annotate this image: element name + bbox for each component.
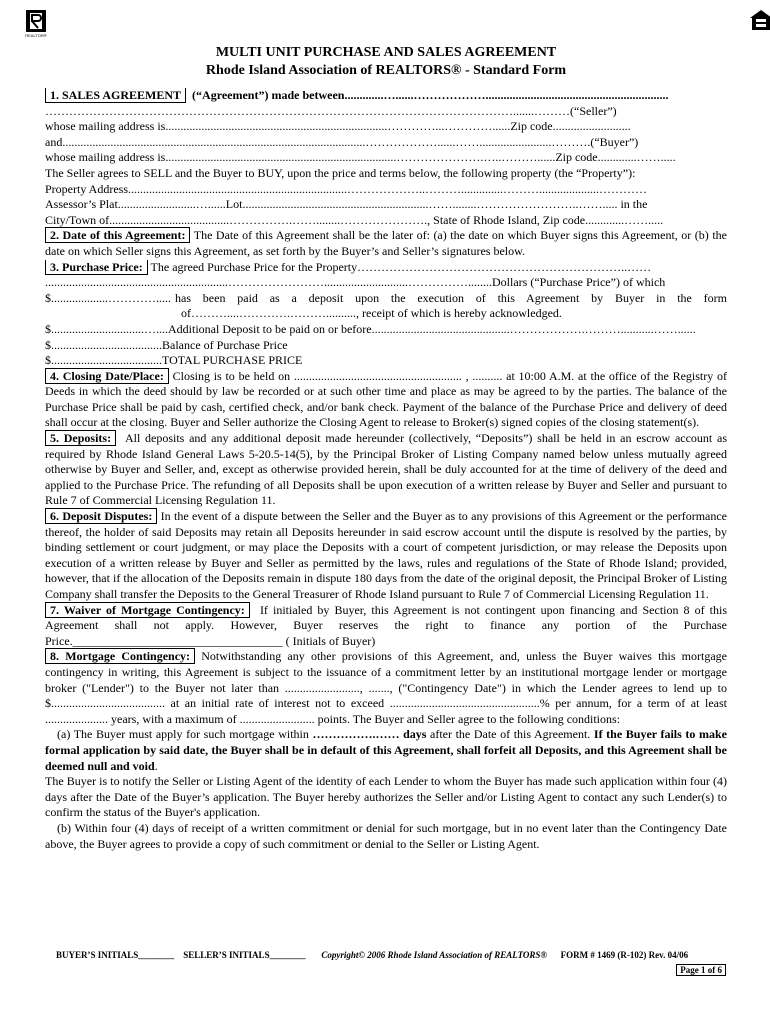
section-8-notify: The Buyer is to notify the Seller or Listing Agent of the identity of each Lender to whom the Buyer has made such application within four (4) days after the Date of the Buyer’s application. The Buyer hereby authorizes the Seller and/or Listing Agent to contact any such Lender(s) to confirm the status of the Buyer's application. — [45, 774, 727, 820]
section-8a-bold: If the Buyer fails to make formal application by said date, the Buyer shall be in default of this Agreement, shall forfeit all Deposits, and this Agreement shall be deemed null and void — [45, 727, 728, 773]
property-address-field[interactable]: Property Address.........................................................................………………..………..............………....................………… — [45, 181, 647, 196]
section-6-text: In the event of a dispute between the Seller and the Buyer as to any provisions of this Agreement or the performance thereof, the holder of said Deposits may retain all Deposits hereunder in said escrow account until the dispute is resolved by the parties, by binding settlement or court judgment, or may place the Deposits with a court of competent jurisdiction, or may release the Deposits upon execution of a written release by Buyer and Seller as permitted by the laws, rules and regulations of the State of Rhode Island; provided, however, that if the allocation of the Deposits remain in dispute 180 days from the date of the original deposit, the Principal Broker of Listing Company shall transfer the Deposits to the General Treasurer of Rhode Island pursuant to Rule 7 of Commercial Licensing Regulation 11. — [45, 509, 727, 601]
section-7-heading: 7. Waiver of Mortgage Contingency: — [45, 602, 250, 618]
balance-field[interactable]: $.....................................Balance of Purchase Price — [45, 337, 288, 352]
section-5 — [45, 431, 727, 509]
page-number: Page 1 of 6 — [676, 964, 726, 976]
form-header — [45, 44, 727, 80]
agreement-statement: The Seller agrees to SELL and the Buyer to BUY, upon the price and terms below, the following property (the “Property”): — [45, 165, 636, 180]
section-5-text: All deposits and any additional deposit made hereunder (collectively, “Deposits”) shall be held in an escrow account as required by Rhode Island General Laws 5-20.5-14(5), by the Principal Broker of Listing Company named below unless mutually agreed otherwise by Buyer and Seller, and, except as otherwise provided herein, shall be duly accounted for at the time of delivery of the deed and applied to the Purchase Price. The refunding of all Deposits shall be upon execution of a written release by Buyer and Seller and pursuant to Rule 7 of Commercial Licensing Regulation 11. — [45, 431, 728, 508]
section-4-heading: 4. Closing Date/Place: — [45, 368, 169, 384]
section-8 — [45, 649, 727, 727]
seller-field[interactable]: ……………………………………………………………………………………………………….......………(“Seller”) — [45, 103, 617, 118]
realtor-logo-icon — [22, 8, 52, 38]
total-price-field[interactable]: $.....................................TOTAL PURCHASE PRICE — [45, 353, 303, 368]
equal-housing-icon — [748, 8, 770, 32]
deposit-line — [45, 291, 727, 307]
section-4-text: Closing is to be held on ........................................................ , .......... at 10:00 A.M. at the office of the Registry of Deeds in which the deed should by law be recorded or at such other time and place as may be agreed to by the parties. The balance of the Purchase Price shall be paid by cash, certified check, and/or bank check. Payment of the balance of the Purchase Price and delivery of deed shall occur at the closing. Buyer and Seller authorize the Closing Agent to release to Broker(s) signed copies of the closing statement(s). — [45, 368, 728, 430]
deposit-amount-field[interactable]: $...................…………..... — [45, 290, 171, 305]
form-subtitle: Rhode Island Association of REALTORS® - Standard Form — [205, 63, 567, 78]
section-2-heading: 2. Date of this Agreement: — [45, 227, 190, 243]
purchase-price-dollars-field[interactable]: .............................................................……………………............................……………........Dollars (“Purchase Price”) of which — [45, 275, 666, 290]
section-6-heading: 6. Deposit Disputes: — [45, 508, 157, 524]
section-5-heading: 5. Deposits: — [45, 430, 116, 446]
section-4 — [45, 369, 727, 431]
section-1-heading: 1. SALES AGREEMENT — [45, 88, 186, 103]
section-8a — [45, 727, 727, 774]
form-title: MULTI UNIT PURCHASE AND SALES AGREEMENT — [215, 45, 557, 60]
seller-address-field[interactable]: whose mailing address is..........................................................................…………...…………......Zip code.......................... — [45, 119, 631, 134]
purchase-price-field[interactable]: The agreed Purchase Price for the Property…………………………………………………………..…… — [150, 259, 652, 274]
additional-deposit-field[interactable]: $...............................…....Additional Deposit to be paid on or before..............................................……………….………...........……...... — [45, 321, 696, 336]
deposit-form-field[interactable]: of………....………….……….........., receipt of which is hereby acknowledged. — [181, 306, 562, 321]
agreement-label: (“Agreement”) made between.............…......………………............................................................. — [192, 88, 669, 102]
plat-lot-field[interactable]: Assessor’s Plat..........................…......Lot..............................................................……........……………………..……..... in the — [45, 197, 648, 212]
deposit-text: has been paid as a deposit upon the execution of this Agreement by Buyer in the form — [175, 290, 727, 305]
buyer-address-field[interactable]: whose mailing address is.............................................................................………………….…..………......Zip code.............……..... — [45, 150, 676, 165]
section-3-heading: 3. Purchase Price: — [45, 260, 148, 275]
buyers-initials-field[interactable]: BUYER’S INITIALS________ — [56, 950, 175, 960]
section-1-line-1 — [45, 88, 727, 104]
section-3-line-1 — [45, 260, 727, 276]
section-7 — [45, 603, 727, 650]
section-2 — [45, 228, 727, 259]
section-8a-post: after the Date of this Agreement. — [426, 727, 594, 742]
section-2-text: The Date of this Agreement shall be the later of: (a) the date on which Buyer signs this Agreement, or (b) the date on which Seller signs this Agreement, as set forth by the Buyer’s and Seller’s signatures below. — [45, 228, 727, 258]
section-8a-pre: (a) The Buyer must apply for such mortgage within — [57, 727, 313, 742]
city-town-field[interactable]: City/Town of........................................…………….……........…………………., State of Rhode Island, Zip code.............……..... — [45, 212, 664, 227]
section-8a-end: . — [154, 758, 158, 773]
application-days-field[interactable]: …………….…… days — [312, 727, 427, 742]
section-7-text: If initialed by Buyer, this Agreement is not contingent upon financing and Section 8 of this Agreement shall not apply. However, Buyer reserves the right to finance any portion of the Purchase Price.___________________________________ ( Initials of Buyer) — [45, 602, 728, 648]
section-8b: (b) Within four (4) days of receipt of a written commitment or denial for such mortgage, but in no event later than the Contingency Date above, the Buyer agrees to provide a copy of such commitment or denial to the Seller or Listing Agent. — [45, 820, 727, 851]
agreement-page — [45, 40, 727, 852]
section-8-heading: 8. Mortgage Contingency: — [45, 648, 195, 664]
copyright-text: Copyright© 2006 Rhode Island Association of REALTORS® — [321, 950, 548, 960]
form-number: FORM # 1469 (R-102) Rev. 04/06 — [560, 950, 689, 960]
page-footer — [56, 950, 726, 975]
section-8-text: Notwithstanding any other provisions of this Agreement, and, unless the Buyer waives this mortgage contingency in writing, this Agreement is subject to the issuance of a commitment letter by an institutional mortgage lender or mortgage broker ("Lender") to the Buyer not later than ........................., ......., ("Contingency Date") in which the Lender agrees to lend up to $...................................... at an initial rate of interest not to exceed ..................................................% per annum, for a term of at least ..................... years, with a maximum of ......................... points. The Buyer and Seller agree to the following conditions: — [45, 649, 728, 726]
realtor-logo-text: REALTOR® — [25, 33, 47, 38]
sellers-initials-field[interactable]: SELLER’S INITIALS________ — [183, 950, 306, 960]
buyer-field[interactable]: and.....................................................................................................………………......……........................……….(“Buyer”) — [45, 134, 639, 149]
section-6 — [45, 509, 727, 603]
